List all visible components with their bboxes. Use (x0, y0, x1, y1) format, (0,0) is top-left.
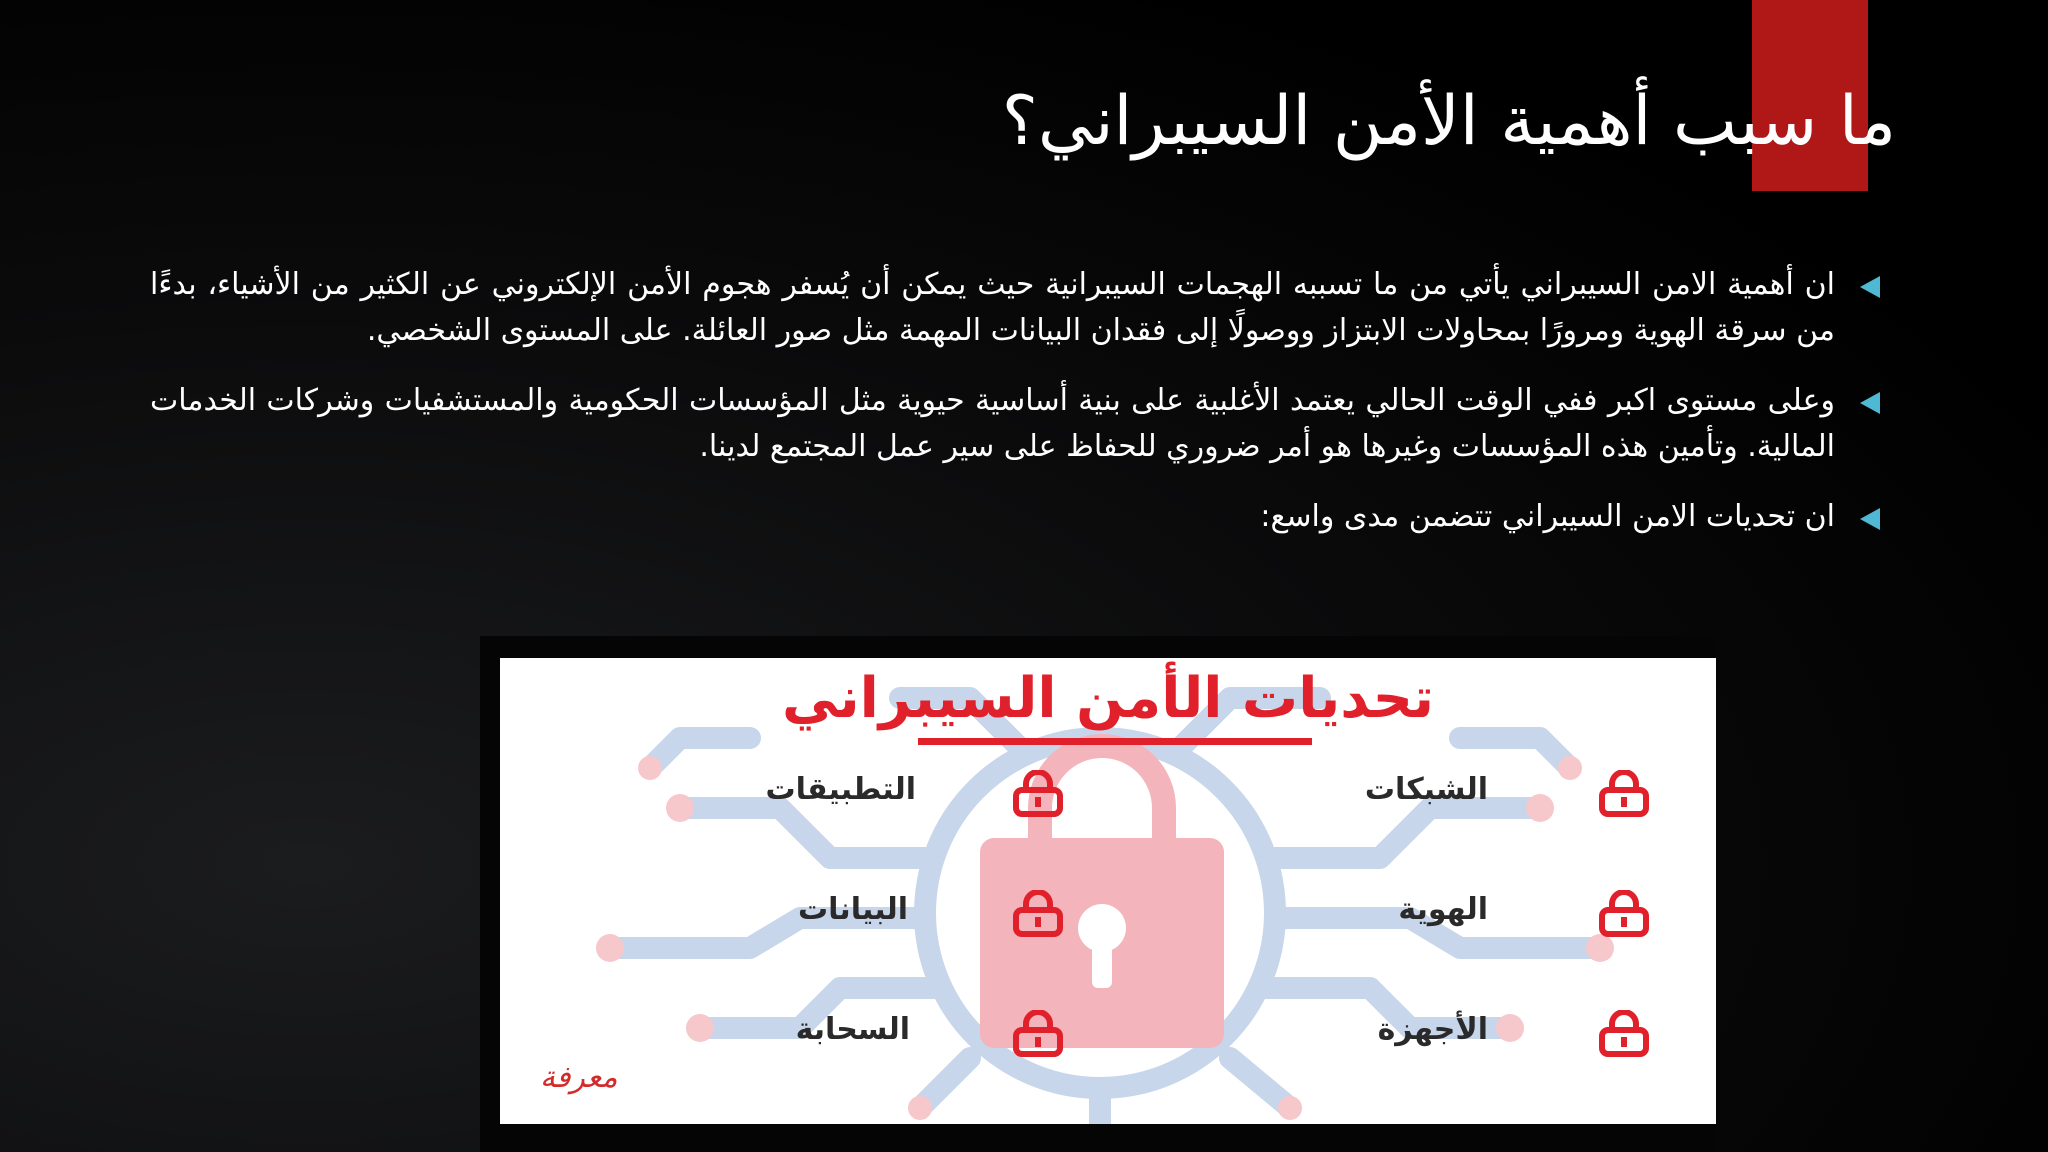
bullet-list (150, 262, 1890, 564)
lock-icon (1596, 890, 1652, 938)
triangle-bullet-icon (1860, 392, 1880, 414)
label-data: البيانات (798, 892, 908, 927)
slide-title: ما سبب أهمية الأمن السيبراني؟ (1001, 82, 1896, 161)
figure-title: تحديات الأمن السيبراني (781, 666, 1434, 731)
bullet-text: وعلى مستوى اكبر ففي الوقت الحالي يعتمد الأغلبية على بنية أساسية حيوية مثل المؤسسات الحكومية والمستشفيات وشركات الخدمات المالية. وتأمين هذه المؤسسات وغيرها هو أمر ضروري للحفاظ على سير عمل المجتمع لدينا. (150, 383, 1835, 464)
label-networks: الشبكات (1364, 772, 1488, 807)
triangle-bullet-icon (1860, 276, 1880, 298)
figure-title-underline (918, 738, 1312, 745)
bullet-item (150, 494, 1890, 540)
watermark-logo: معرفة (540, 1060, 618, 1095)
bullet-item (150, 262, 1890, 354)
label-applications: التطبيقات (765, 772, 916, 807)
lock-icon (1596, 1010, 1652, 1058)
label-identity: الهوية (1398, 892, 1488, 927)
cyber-challenges-figure (500, 658, 1716, 1124)
label-devices: الأجهزة (1377, 1012, 1488, 1047)
bullet-text: ان أهمية الامن السيبراني يأتي من ما تسببه الهجمات السيبرانية حيث يمكن أن يُسفر هجوم الأمن الإلكتروني عن الكثير من الأشياء، بدءًا من سرقة الهوية ومرورًا بمحاولات الابتزاز ووصولًا إلى فقدان البيانات المهمة مثل صور العائلة. على المستوى الشخصي. (150, 267, 1835, 348)
lock-icon (1596, 770, 1652, 818)
bullet-item (150, 378, 1890, 470)
triangle-bullet-icon (1860, 508, 1880, 530)
lock-icon (1010, 1010, 1066, 1058)
bullet-text: ان تحديات الامن السيبراني تتضمن مدى واسع: (1260, 499, 1835, 534)
label-cloud: السحابة (795, 1012, 910, 1047)
lock-icon (1010, 890, 1066, 938)
lock-icon (1010, 770, 1066, 818)
